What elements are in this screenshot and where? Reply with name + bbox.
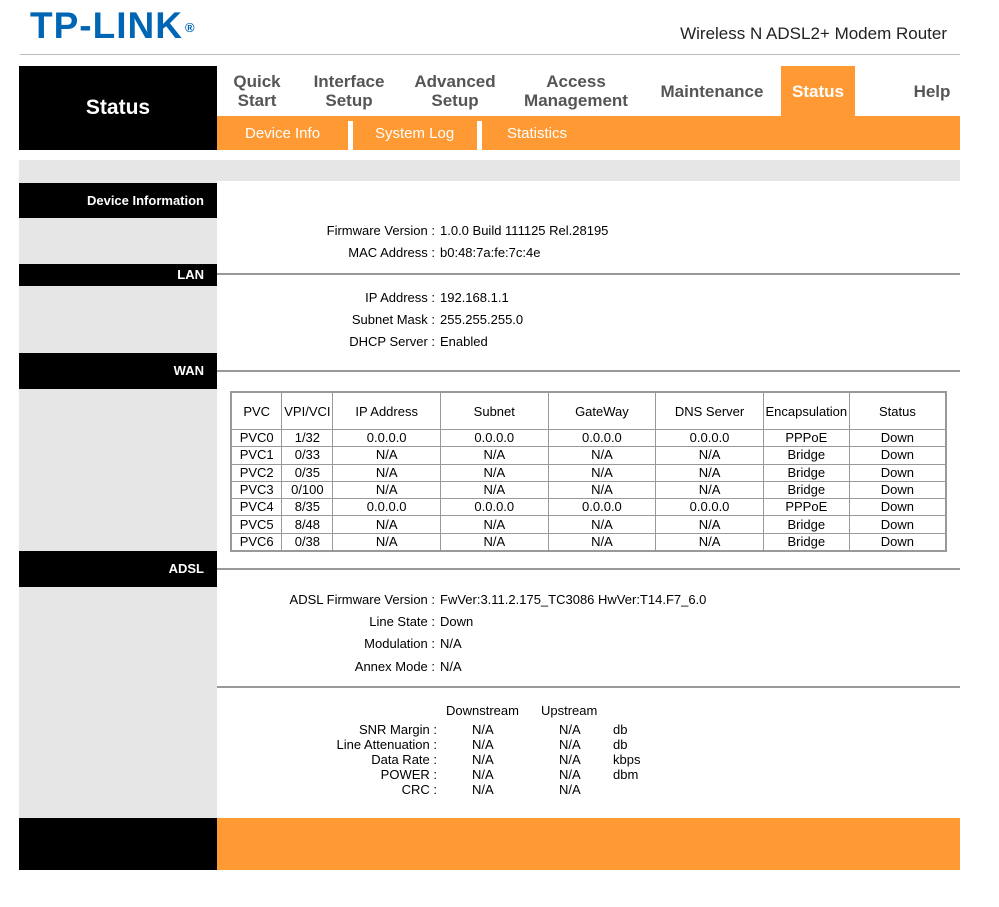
wan-table-cell: N/A [440,533,548,551]
footer-left [19,818,217,870]
subnav-separator [477,121,482,150]
stat-upstream-value: N/A [559,767,581,782]
nav-maintenance[interactable]: Maintenance [660,81,764,101]
wan-table-row [231,533,946,551]
col-dns-server: DNS Server [656,392,764,430]
wan-table-cell: 0.0.0.0 [548,499,656,516]
wan-table-cell: N/A [656,464,764,481]
wan-table-cell: PVC6 [231,533,282,551]
wan-table-cell: Down [849,499,946,516]
wan-table-cell: 8/48 [282,516,333,533]
nav-quick-start[interactable]: Quick Start [233,72,281,110]
wan-table-cell: Down [849,430,946,447]
downstream-header: Downstream [446,703,519,718]
wan-table-cell: Down [849,481,946,498]
stat-label: POWER : [380,767,437,782]
wan-table-cell: 0.0.0.0 [440,499,548,516]
stat-unit: kbps [613,752,641,767]
stat-unit: db [613,737,628,752]
firmware-value: 1.0.0 Build 111125 Rel.28195 [440,223,609,238]
wan-table-cell: N/A [333,481,441,498]
main-nav [217,66,960,116]
wan-table-cell: N/A [333,516,441,533]
nav-access-management[interactable]: Access Management [524,72,628,110]
wan-table-cell: PVC5 [231,516,282,533]
dhcp-server-label: DHCP Server : [349,334,435,349]
wan-table-cell: PPPoE [763,430,849,447]
stat-label: Data Rate : [371,752,437,767]
stat-downstream-value: N/A [472,782,494,797]
stat-downstream-value: N/A [472,722,494,737]
wan-table-cell: 0.0.0.0 [656,430,764,447]
col-ip-address: IP Address [333,392,441,430]
header-divider [20,54,960,55]
wan-table-cell: PVC4 [231,499,282,516]
adsl-stats-divider [217,686,960,688]
stat-downstream-value: N/A [472,767,494,782]
wan-table-row [231,516,946,533]
line-state-label: Line State : [369,614,435,629]
wan-table-row [231,481,946,498]
lan-heading: LAN [19,264,217,286]
wan-table-cell: Bridge [763,516,849,533]
annex-mode-label: Annex Mode : [354,659,435,674]
wan-table-cell: Down [849,533,946,551]
lan-ip-label: IP Address : [365,290,435,305]
col-status: Status [849,392,946,430]
wan-table [230,391,947,552]
subnav-separator [348,121,353,150]
stat-downstream-value: N/A [472,752,494,767]
firmware-label: Firmware Version : [326,223,435,238]
wan-table-cell: N/A [333,447,441,464]
content-top-bar [19,160,960,181]
wan-table-cell: 1/32 [282,430,333,447]
stat-label: CRC : [401,782,437,797]
wan-table-cell: 0.0.0.0 [440,430,548,447]
col-pvc: PVC [231,392,282,430]
wan-table-cell: N/A [440,516,548,533]
subnav-device-info[interactable]: Device Info [245,124,321,142]
stat-upstream-value: N/A [559,722,581,737]
col-gateway: GateWay [548,392,656,430]
wan-table-cell: N/A [440,464,548,481]
wan-table-cell: Down [849,516,946,533]
subnav-system-log[interactable]: System Log [375,124,455,142]
wan-table-cell: N/A [656,516,764,533]
wan-table-cell: Bridge [763,447,849,464]
wan-table-cell: N/A [656,533,764,551]
wan-table-cell: N/A [440,481,548,498]
mac-label: MAC Address : [348,245,435,260]
wan-table-cell: 0.0.0.0 [656,499,764,516]
wan-table-header [231,392,946,430]
wan-table-cell: 0/38 [282,533,333,551]
wan-table-cell: 0.0.0.0 [333,430,441,447]
wan-table-cell: Bridge [763,533,849,551]
subnet-mask-label: Subnet Mask : [351,312,435,327]
wan-table-cell: N/A [548,516,656,533]
annex-mode-value: N/A [440,659,462,674]
nav-advanced-setup[interactable]: Advanced Setup [414,72,496,110]
stat-upstream-value: N/A [559,782,581,797]
wan-table-cell: PPPoE [763,499,849,516]
adsl-heading: ADSL [19,551,217,587]
wan-table-cell: N/A [333,464,441,481]
modulation-value: N/A [440,636,462,651]
lan-ip-value: 192.168.1.1 [440,290,509,305]
lan-divider [217,273,960,275]
wan-table-cell: N/A [548,481,656,498]
line-state-value: Down [440,614,474,629]
wan-table-cell: N/A [333,533,441,551]
nav-interface-setup[interactable]: Interface Setup [313,72,385,110]
stat-upstream-value: N/A [559,752,581,767]
wan-heading: WAN [19,353,217,389]
subnav-statistics[interactable]: Statistics [507,124,568,142]
wan-table-cell: PVC3 [231,481,282,498]
wan-table-row [231,447,946,464]
device-info-heading: Device Information [19,183,217,218]
dhcp-server-value: Enabled [440,334,488,349]
stat-label: SNR Margin : [358,722,437,737]
wan-table-cell: Down [849,447,946,464]
footer-bar [217,818,960,870]
wan-table-row [231,464,946,481]
wan-table-cell: Down [849,464,946,481]
stat-label: Line Attenuation : [336,737,437,752]
wan-table-cell: 8/35 [282,499,333,516]
modulation-label: Modulation : [364,636,435,651]
nav-status[interactable]: Status [781,66,855,116]
wan-table-cell: N/A [440,447,548,464]
wan-table-cell: PVC2 [231,464,282,481]
stat-unit: dbm [613,767,639,782]
model-name: Wireless N ADSL2+ Modem Router [680,24,947,43]
adsl-firmware-value: FwVer:3.11.2.175_TC3086 HwVer:T14.F7_6.0 [440,592,707,607]
wan-table-cell: PVC0 [231,430,282,447]
wan-table-cell: PVC1 [231,447,282,464]
sub-nav [217,116,960,150]
wan-table-cell: N/A [656,447,764,464]
subnet-mask-value: 255.255.255.0 [440,312,524,327]
stat-unit: db [613,722,628,737]
mac-value: b0:48:7a:fe:7c:4e [440,245,541,260]
upstream-header: Upstream [541,703,598,718]
adsl-firmware-label: ADSL Firmware Version : [289,592,435,607]
adsl-divider [217,568,960,570]
col-vpi-vci: VPI/VCI [282,392,333,430]
wan-table-row [231,430,946,447]
col-encapsulation: Encapsulation [763,392,849,430]
wan-table-cell: Bridge [763,464,849,481]
wan-table-cell: 0/100 [282,481,333,498]
wan-table-cell: 0/33 [282,447,333,464]
wan-table-cell: N/A [548,533,656,551]
wan-table-cell: N/A [548,447,656,464]
wan-divider [217,370,960,372]
col-subnet: Subnet [440,392,548,430]
wan-table-cell: Bridge [763,481,849,498]
wan-table-cell: 0.0.0.0 [548,430,656,447]
wan-table-cell: 0/35 [282,464,333,481]
stat-downstream-value: N/A [472,737,494,752]
nav-help[interactable]: Help [913,81,951,101]
current-section-title: Status [19,66,217,150]
wan-table-cell: 0.0.0.0 [333,499,441,516]
wan-table-row [231,499,946,516]
wan-table-cell: N/A [656,481,764,498]
wan-table-cell: N/A [548,464,656,481]
tp-link-logo: TP-LINK ® [30,5,196,46]
stat-upstream-value: N/A [559,737,581,752]
